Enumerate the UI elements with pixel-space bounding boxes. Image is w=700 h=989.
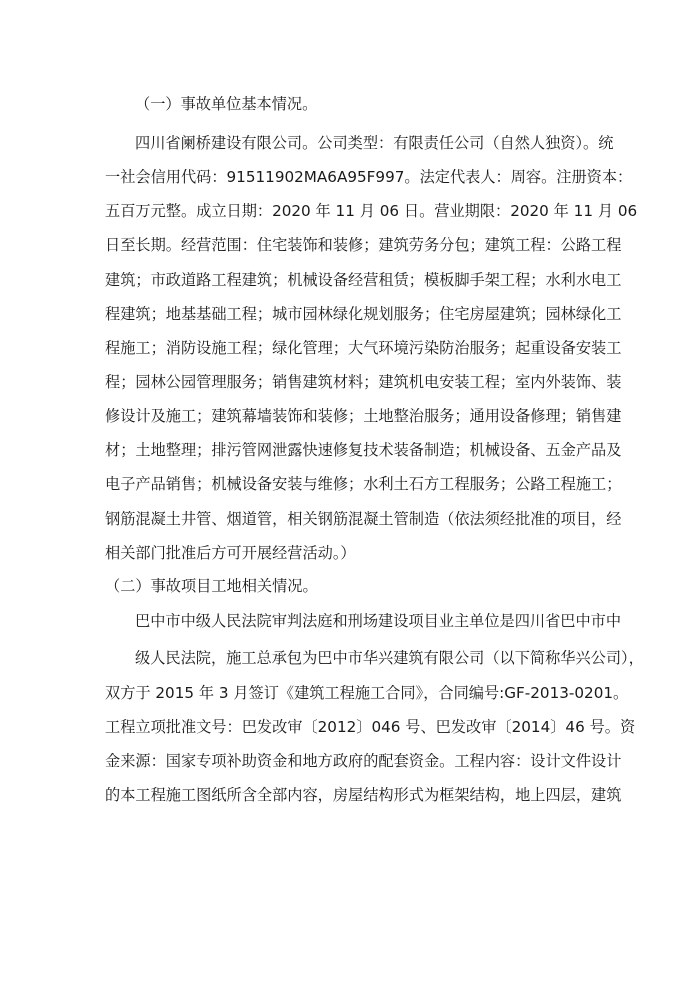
paragraph-line: 四川省阑桥建设有限公司。公司类型：有限责任公司（自然人独资）。统 xyxy=(135,134,614,152)
paragraph-line: 修设计及施工；建筑幕墙装饰和装修；土地整治服务；通用设备修理；销售建 xyxy=(105,407,622,425)
paragraph-line: 程施工；消防设施工程；绿化管理；大气环境污染防治服务；起重设备安装工 xyxy=(105,339,622,357)
paragraph-line: 钢筋混凝土井管、烟道管，相关钢筋混凝土管制造（依法须经批准的项目，经 xyxy=(105,510,622,528)
paragraph-line: 级人民法院，施工总承包为巴中市华兴建筑有限公司（以下简称华兴公司）， xyxy=(135,649,644,667)
section-heading-company: （一）事故单位基本情况。 xyxy=(135,95,318,113)
paragraph-line: 日至长期。经营范围：住宅装饰和装修；建筑劳务分包；建筑工程：公路工程 xyxy=(105,236,622,254)
paragraph-line: 工程立项批准文号：巴发改审〔2012〕046 号、巴发改审〔2014〕46 号。资 xyxy=(105,718,636,736)
paragraph-line: 五百万元整。成立日期：2020 年 11 月 06 日。营业期限：2020 年 11 月 06 xyxy=(105,202,638,220)
paragraph-line: 一社会信用代码：91511902MA6A95F997。法定代表人：周容。注册资本： xyxy=(105,168,633,186)
paragraph-line: 相关部门批准后方可开展经营活动。） xyxy=(105,544,356,562)
paragraph-line: 建筑；市政道路工程建筑；机械设备经营租赁；模板脚手架工程；水利水电工 xyxy=(105,271,622,289)
paragraph-line: 程；园林公园管理服务；销售建筑材料；建筑机电安装工程；室内外装饰、装 xyxy=(105,373,622,391)
paragraph-line: 程建筑；地基基础工程；城市园林绿化规划服务；住宅房屋建筑；园林绿化工 xyxy=(105,305,622,323)
paragraph-line: 巴中市中级人民法院审判法庭和刑场建设项目业主单位是四川省巴中市中 xyxy=(135,612,621,630)
paragraph-line: 双方于 2015 年 3 月签订《建筑工程施工合同》，合同编号:GF-2013-0201。 xyxy=(105,684,629,702)
paragraph-line: 电子产品销售；机械设备安装与维修；水利土石方工程服务；公路工程施工； xyxy=(105,475,622,493)
paragraph-line: 材；土地整理；排污管网泄露快速修复技术装备制造；机械设备、五金产品及 xyxy=(105,441,622,459)
section-heading-project: （二）事故项目工地相关情况。 xyxy=(105,577,318,595)
paragraph-line: 的本工程施工图纸所含全部内容，房屋结构形式为框架结构，地上四层，建筑 xyxy=(105,786,622,804)
paragraph-line: 金来源：国家专项补助资金和地方政府的配套资金。工程内容：设计文件设计 xyxy=(105,752,622,770)
